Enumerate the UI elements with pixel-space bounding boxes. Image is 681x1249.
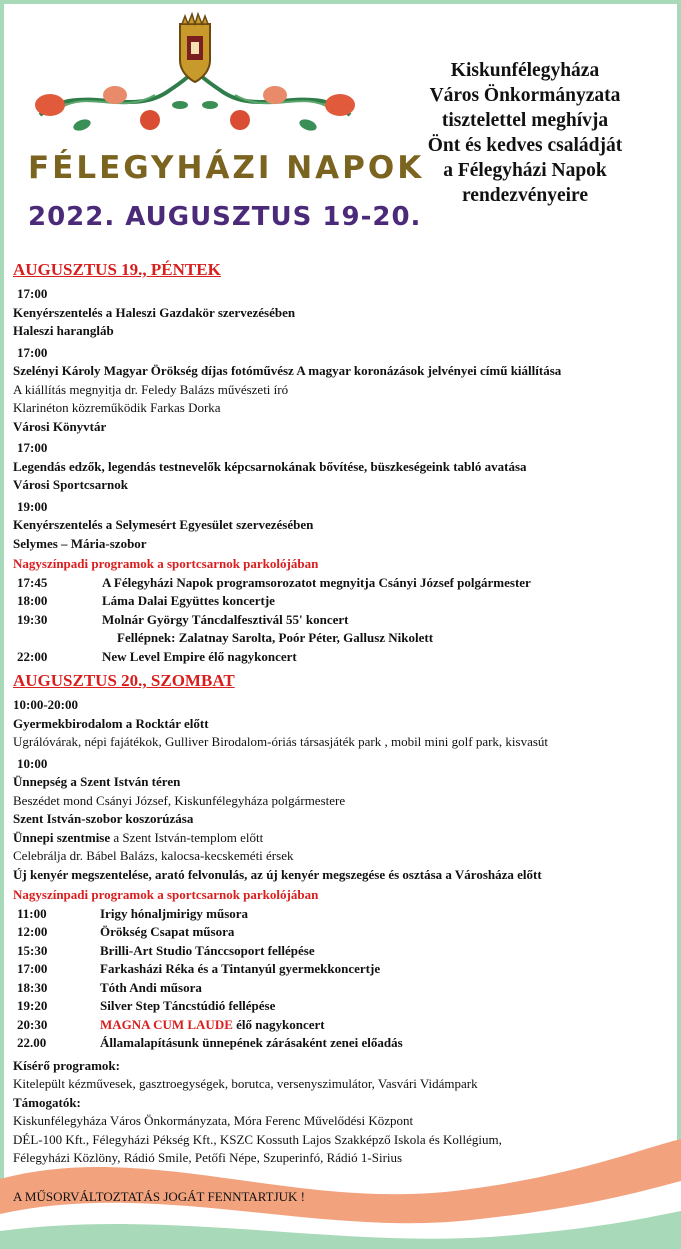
event-time: 10:00-20:00 [13,697,78,712]
event-title: Ünnepség a Szent István téren [13,774,181,789]
invitation-line: rendezvényeire [462,185,588,206]
day1-stage-heading: Nagyszínpadi programok a sportcsarnok parkolójában [13,556,319,571]
event-title: Kenyérszentelés a Haleszi Gazdakör szervezésében [13,304,296,320]
stage-time: 20:30 [17,1016,48,1032]
stage-text: Silver Step Táncstúdió fellépése [100,998,276,1013]
headliner-rest: élő nagykoncert [232,1016,325,1032]
sponsors-line: Félegyházi Közlöny, Rádió Smile, Petőfi Népe, Szuperinfó, Rádió 1-Sirius [13,1150,403,1165]
stage-program-row [13,997,673,1016]
event-detail: Celebrálja dr. Bábel Balázs, kalocsa-kecskeméti érsek [13,848,294,863]
event-detail: Ugrálóvárak, népi fajátékok, Gulliver Birodalom-óriás társasjáték park , mobil mini golf park, kisvasút [13,734,549,749]
stage-program-row [13,905,673,924]
event-place: Városi Könyvtár [13,418,107,434]
sponsors-line: DÉL-100 Kft., Félegyházi Pékség Kft., KSZC Kossuth Lajos Szakképző Iskola és Kollégium, [13,1131,502,1147]
event-place: Haleszi harangláb [13,323,114,338]
event-title: Gyermekbirodalom a Rocktár előtt [13,715,209,731]
stage-text: Irigy hónaljmirigy műsora [100,905,249,921]
floral-ornament-icon [20,10,370,145]
invitation-line: a Félegyházi Napok [443,160,607,181]
stage-text: Örökség Csapat műsora [100,924,235,939]
stage-text: Brilli-Art Studio Tánccsoport fellépése [100,942,315,958]
invitation-line: Kiskunfélegyháza [450,60,600,81]
day1-heading: AUGUSZTUS 19., PÉNTEK [13,260,221,279]
day2-heading: AUGUSZTUS 20., SZOMBAT [13,671,235,690]
event-time: 19:00 [17,498,48,514]
program-content [13,258,673,1206]
stage-performers: Fellépnek: Zalatnay Sarolta, Poór Péter, Gallusz Nikolett [117,630,434,645]
stage-time: 19:30 [17,611,48,627]
event-title: Legendás edzők, legendás testnevelők képcsarnokának bővítése, büszkeségeink tabló avatása [13,458,527,474]
stage-text: A Félegyházi Napok programsorozatot megnyitja Csányi József polgármester [102,574,531,590]
stage-program-row [13,611,673,630]
disclaimer: A MŰSORVÁLTOZTATÁS JOGÁT FENNTARTJUK ! [13,1188,305,1204]
stage-time: 11:00 [17,905,47,921]
stage-time: 22:00 [17,648,48,664]
stage-program-row [13,979,673,998]
mass-line [13,829,673,848]
event-time: 10:00 [17,755,48,771]
event-date: 2022. AUGUSZTUS 19-20. [28,202,422,232]
mass-title: Ünnepi szentmise [13,829,111,845]
invitation-text [380,58,670,208]
stage-text: Farkasházi Réka és a Tintanyúl gyermekkoncertje [100,961,381,976]
day2-stage-heading: Nagyszínpadi programok a sportcsarnok parkolójában [13,887,319,902]
stage-text: Tóth Andi műsora [100,979,202,995]
stage-time: 17:45 [17,574,48,590]
stage-program-row [13,648,673,667]
stage-program-row [13,574,673,593]
event-title: FÉLEGYHÁZI NAPOK [28,150,425,186]
stage-time: 19:20 [17,998,48,1013]
event-place: Városi Sportcsarnok [13,477,128,492]
event-title: Kenyérszentelés a Selymesért Egyesület szervezésében [13,517,314,532]
stage-program-row [13,942,673,961]
event-place: Selymes – Mária-szobor [13,535,147,551]
stage-time: 18:30 [17,979,48,995]
stage-program-row [13,960,673,979]
event-title: Új kenyér megszentelése, arató felvonulás, az új kenyér megszegése és osztása a Városháza előtt [13,866,542,882]
city-coat-of-arms-icon [180,14,210,82]
event-detail: Beszédet mond Csányi József, Kiskunfélegyháza polgármestere [13,792,346,808]
stage-text: Láma Dalai Együttes koncertje [102,593,275,608]
event-time: 17:00 [17,344,48,360]
stage-text [100,1016,325,1035]
stage-time: 15:30 [17,942,48,958]
event-title: Szent István-szobor koszorúzása [13,811,194,826]
event-detail: A kiállítás megnyitja dr. Feledy Balázs művészeti író [13,381,289,397]
stage-time: 18:00 [17,593,48,608]
side-programs-text: Kitelepült kézművesek, gasztroegységek, borutca, versenyszimulátor, Vasvári Vidámpark [13,1076,478,1091]
event-time: 17:00 [17,440,48,455]
event-title: Szelényi Károly Magyar Örökség díjas fotóművész A magyar koronázások jelvényei című kiállítása [13,363,562,378]
stage-program-row [13,1034,673,1053]
stage-time: 17:00 [17,961,48,976]
stage-text: Molnár György Táncdalfesztivál 55' koncert [102,611,349,627]
event-time: 17:00 [17,286,48,301]
sponsors-heading: Támogatók: [13,1094,81,1110]
headliner-name: MAGNA CUM LAUDE [100,1016,233,1032]
stage-time: 22.00 [17,1035,47,1050]
stage-program-row [13,592,673,611]
stage-text: New Level Empire élő nagykoncert [102,648,297,664]
invitation-line: Önt és kedves családját [427,135,623,156]
invitation-line: tisztelettel meghívja [441,110,609,131]
stage-time: 12:00 [17,924,48,939]
stage-program-row [13,1016,673,1035]
invitation-line: Város Önkormányzata [429,85,621,106]
stage-text: Államalapításunk ünnepének zárásaként zenei előadás [100,1035,403,1050]
side-programs-heading: Kísérő programok: [13,1057,120,1073]
stage-program-row [13,923,673,942]
event-detail: Klarinéton közreműködik Farkas Dorka [13,400,221,415]
mass-location: a Szent István-templom előtt [110,829,264,845]
sponsors-line: Kiskunfélegyháza Város Önkormányzata, Móra Ferenc Művelődési Központ [13,1113,414,1128]
